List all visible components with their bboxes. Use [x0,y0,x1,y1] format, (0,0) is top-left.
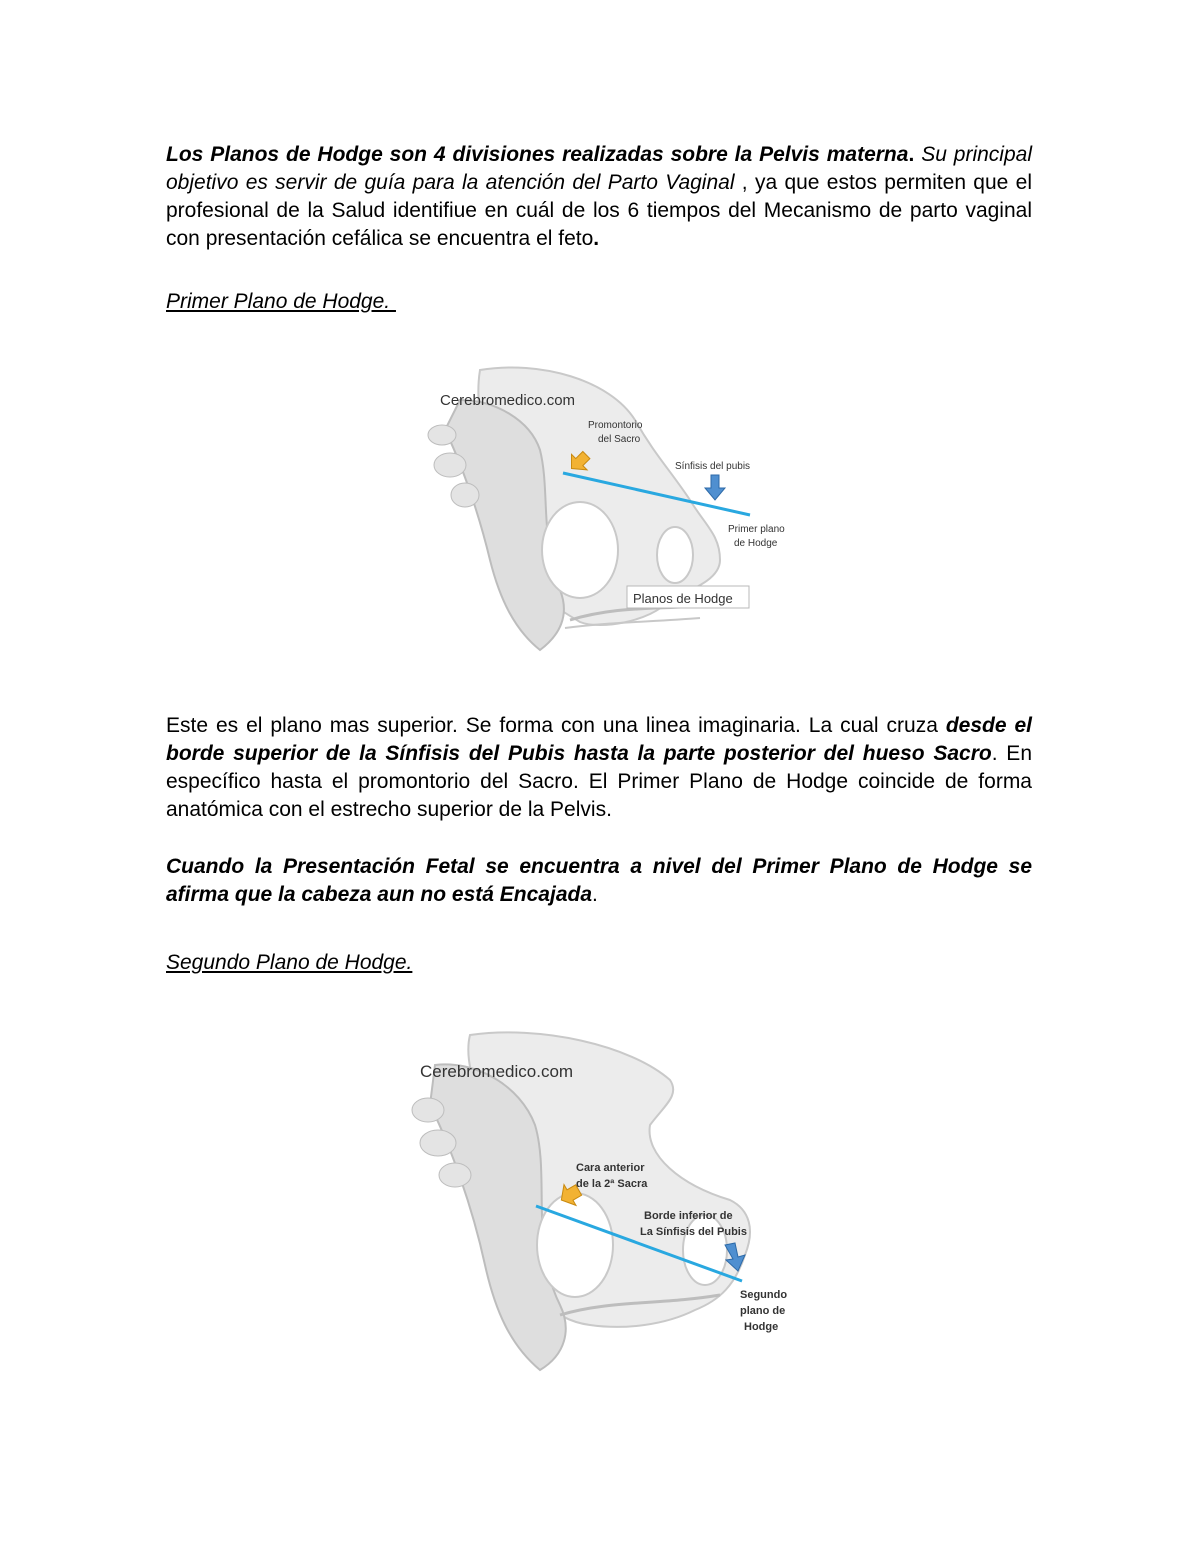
label-primer-plano-line1: Primer plano [728,524,785,535]
label-borde-line2: La Sínfisis del Pubis [640,1226,747,1238]
pelvis-diagram-2 [400,1025,810,1375]
figure-segundo-plano [400,1025,810,1375]
primer-plano-paragraph [166,712,1032,824]
label-promontorio-line2: del Sacro [598,434,641,445]
label-segundo-line1: Segundo [740,1289,788,1301]
figure-primer-plano [420,360,790,660]
obturator-foramen-shape [537,1193,613,1297]
label-segundo-line3: Hodge [744,1321,779,1333]
conclusion-bold-text: Cuando la Presentación Fetal se encuentra a nivel del Primer Plano de Hodge se afirma que la cabeza aun no está Encajada [166,855,1032,906]
label-promontorio-line1: Promontorio [588,420,643,431]
label-cara-line1: Cara anterior [576,1162,645,1174]
conclusion-dot: . [592,883,598,906]
label-sinfisis: Sínfisis del pubis [675,461,751,472]
obturator-foramen-shape [542,502,618,598]
vertebra-shape [420,1130,456,1156]
section-heading-segundo-plano: Segundo Plano de Hodge. [166,951,413,974]
figure-caption: Planos de Hodge [633,591,733,606]
label-borde-line1: Borde inferior de [644,1210,733,1222]
arrow-blue-icon [705,475,725,500]
primer-plano-text-c: . En específico hasta el promontorio del Sacro. El Primer Plano de Hodge coincide de forma anatómica con el estrecho superior de la Pelvis. [166,742,1032,821]
vertebra-shape [412,1098,444,1122]
label-segundo-line2: plano de [740,1305,786,1317]
primer-plano-conclusion [166,853,1032,909]
intro-bold-dot: . [908,143,915,166]
label-primer-plano-line2: de Hodge [734,538,778,549]
intro-rest-text: , ya que estos permiten que el profesional de la Salud identifiue en cuál de los 6 tiempos del Mecanismo de parto vaginal con presentación cefálica se encuentra el feto [166,171,1033,250]
vertebra-shape [428,425,456,445]
vertebra-shape [451,483,479,507]
vertebra-shape [434,453,466,477]
section-heading-primer-plano: Primer Plano de Hodge. [166,290,396,313]
primer-plano-text-a: Este es el plano mas superior. Se forma con una linea imaginaria. La cual cruza [166,714,946,737]
figure-watermark: Cerebromedico.com [440,392,576,409]
intro-paragraph [166,141,1032,253]
figure-watermark: Cerebromedico.com [420,1062,574,1081]
label-cara-line2: de la 2ª Sacra [576,1178,648,1190]
primer-plano-text-bold: desde el borde superior de la Sínfisis del Pubis hasta la parte posterior del hueso Sacro [166,714,1032,765]
pubic-opening-shape [657,527,693,583]
pelvis-diagram-1 [420,360,790,660]
vertebra-shape [439,1163,471,1187]
intro-italic-text: Su principal objetivo es servir de guía para la atención del Parto Vaginal [166,143,1032,194]
intro-bold-text: Los Planos de Hodge son 4 divisiones realizadas sobre la Pelvis materna [166,143,909,166]
intro-end-dot: . [593,227,600,250]
